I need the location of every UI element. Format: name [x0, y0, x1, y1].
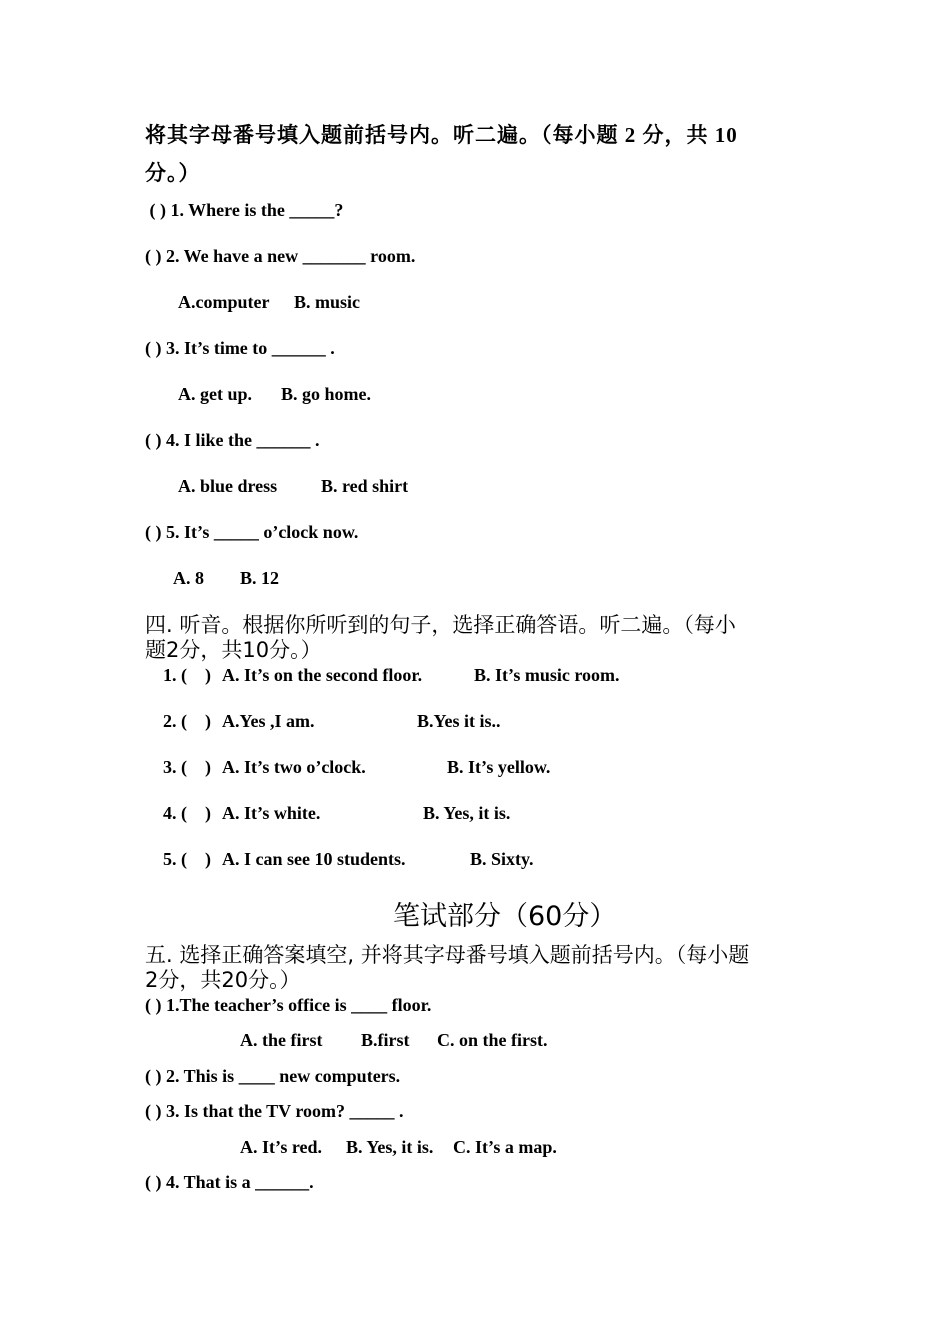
section5-heading-line2: 2分，共20分。）: [145, 968, 301, 992]
s5-q3-option-b: B. Yes, it is.: [346, 1137, 434, 1157]
s4-item-1-option-b: B. It’s music room.: [474, 665, 620, 685]
s4-item-2-option-b: B.Yes it is..: [417, 711, 501, 731]
s3-q3-option-a: A. get up.: [178, 384, 253, 404]
s5-question-1: ( ) 1.The teacher’s office is ____ floor.: [145, 995, 432, 1015]
s5-q1-option-a: A. the first: [240, 1030, 323, 1050]
s3-q2-option-a: A.computer: [178, 292, 270, 312]
s3-question-4: ( ) 4. I like the ______ .: [145, 430, 320, 450]
s5-question-4: ( ) 4. That is a ______.: [145, 1172, 314, 1192]
s4-item-2-option-a: A.Yes ,I am.: [222, 711, 315, 731]
s4-item-5-option-a: A. I can see 10 students.: [222, 849, 406, 869]
s4-item-4-number: 4. ( ): [163, 803, 211, 823]
section4-heading-line2: 题2分，共10分。）: [145, 638, 322, 662]
s3-question-1: ( ) 1. Where is the _____?: [145, 200, 344, 220]
s3-q5-option-a: A. 8: [173, 568, 204, 588]
s3-q4-option-b: B. red shirt: [321, 476, 409, 496]
s5-q1-option-c: C. on the first.: [437, 1030, 548, 1050]
s3-q4-option-a: A. blue dress: [178, 476, 278, 496]
s3-question-5: ( ) 5. It’s _____ o’clock now.: [145, 522, 359, 542]
section3-intro-line1: 将其字母番号填入题前括号内。听二遍。（每小题 2 分，共 10: [145, 123, 738, 147]
s4-item-1-option-a: A. It’s on the second floor.: [222, 665, 423, 685]
section3-intro-line2: 分。）: [145, 161, 201, 185]
s4-item-4-option-b: B. Yes, it is.: [423, 803, 511, 823]
s5-q3-option-a: A. It’s red.: [240, 1137, 322, 1157]
s4-item-3-number: 3. ( ): [163, 757, 211, 777]
s3-q3-option-b: B. go home.: [281, 384, 371, 404]
s4-item-5-option-b: B. Sixty.: [470, 849, 534, 869]
s3-question-3: ( ) 3. It’s time to ______ .: [145, 338, 335, 358]
s5-question-3: ( ) 3. Is that the TV room? _____ .: [145, 1101, 404, 1121]
s4-item-2-number: 2. ( ): [163, 711, 211, 731]
s5-q1-option-b: B.first: [361, 1030, 410, 1050]
section4-heading-line1: 四. 听音。根据你所听到的句子，选择正确答语。听二遍。（每小: [145, 613, 736, 637]
written-part-title: 笔试部分（60分）: [393, 901, 617, 932]
s4-item-1-number: 1. ( ): [163, 665, 211, 685]
s4-item-4-option-a: A. It’s white.: [222, 803, 321, 823]
s4-item-5-number: 5. ( ): [163, 849, 211, 869]
s5-question-2: ( ) 2. This is ____ new computers.: [145, 1066, 401, 1086]
s4-item-3-option-b: B. It’s yellow.: [447, 757, 551, 777]
section5-heading-line1: 五. 选择正确答案填空, 并将其字母番号填入题前括号内。（每小题: [145, 943, 750, 967]
s5-q3-option-c: C. It’s a map.: [453, 1137, 557, 1157]
s3-question-2: ( ) 2. We have a new _______ room.: [145, 246, 416, 266]
s4-item-3-option-a: A. It’s two o’clock.: [222, 757, 366, 777]
s3-q2-option-b: B. music: [294, 292, 361, 312]
s3-q5-option-b: B. 12: [240, 568, 280, 588]
